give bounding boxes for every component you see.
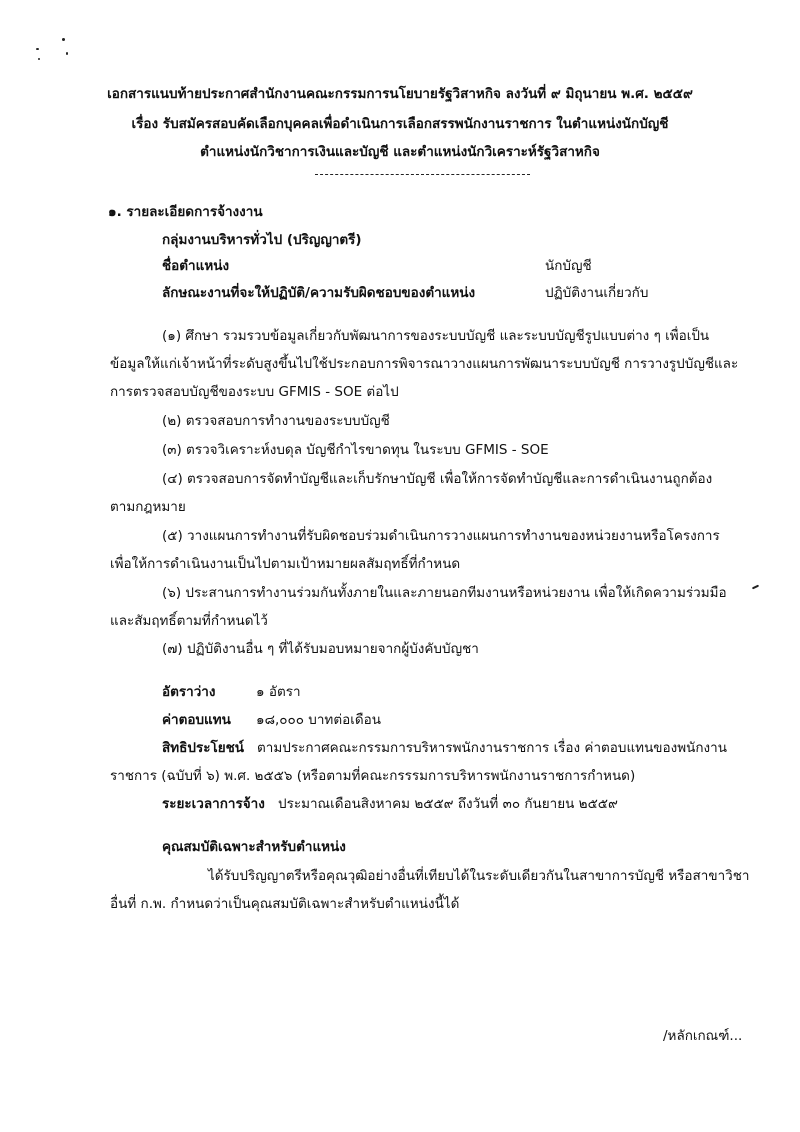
duty-item-1-cont: ข้อมูลให้แก่เจ้าหน้าที่ระดับสูงขึ้นไปใช้ประกอบการพิจารณาวางแผนการพัฒนาระบบบัญชี การวางรูปบัญชีและ <box>110 356 739 372</box>
benefit-value-cont: ราชการ (ฉบับที่ ๖) พ.ศ. ๒๕๕๖ (หรือตามที่คณะกรรรมการบริหารพนักงานราชการกำหนด) <box>110 768 636 784</box>
duty-item-3: (๓) ตรวจวิเคราะห์งบดุล บัญชีกำไรขาดทุน ในระบบ GFMIS - SOE <box>162 442 549 458</box>
scan-speck <box>38 58 40 60</box>
duty-item-6-cont: และสัมฤทธิ์ตามที่กำหนดไว้ <box>110 613 268 629</box>
benefit-label: สิทธิประโยชน์ <box>162 740 245 756</box>
header-line-3: ตำแหน่งนักวิชาการเงินและบัญชี และตำแหน่งนักวิเคราะห์รัฐวิสาหกิจ <box>200 144 600 160</box>
header-line-2: เรื่อง รับสมัครสอบคัดเลือกบุคคลเพื่อดำเนินการเลือกสรรพนักงานราชการ ในตำแหน่งนักบัญชี <box>131 116 669 132</box>
qualification-heading: คุณสมบัติเฉพาะสำหรับตำแหน่ง <box>162 839 346 855</box>
pay-value: ๑๘,๐๐๐ บาทต่อเดือน <box>256 712 381 728</box>
duty-item-2: (๒) ตรวจสอบการทำงานของระบบบัญชี <box>162 413 390 429</box>
section-heading: ๑. รายละเอียดการจ้างงาน <box>108 204 263 220</box>
duty-item-6: (๖) ประสานการทำงานร่วมกันทั้งภายในและภายนอกทีมงานหรือหน่วยงาน เพื่อให้เกิดความร่วมมือ <box>162 585 727 601</box>
header-divider <box>315 174 530 175</box>
position-value: นักบัญชี <box>545 258 592 274</box>
duty-item-1-cont: การตรวจสอบบัญชีของระบบ GFMIS - SOE ต่อไป <box>110 384 399 400</box>
scan-speck <box>752 585 759 590</box>
scan-speck <box>36 48 39 50</box>
vacancy-label: อัตราว่าง <box>162 684 216 700</box>
duty-item-4: (๔) ตรวจสอบการจัดทำบัญชีและเก็บรักษาบัญชี เพื่อให้การจัดทำบัญชีและการดำเนินงานถูกต้อง <box>162 471 713 487</box>
period-label: ระยะเวลาการจ้าง <box>162 796 265 812</box>
position-label: ชื่อตำแหน่ง <box>162 258 230 274</box>
qualification-text: ได้รับปริญญาตรีหรือคุณวุฒิอย่างอื่นที่เทียบได้ในระดับเดียวกันในสาขาการบัญชี หรือสาขาวิชา <box>208 868 750 884</box>
duty-item-5: (๕) วางแผนการทำงานที่รับผิดชอบร่วมดำเนินการวางแผนการทำงานของหน่วยงานหรือโครงการ <box>162 528 720 544</box>
pay-label: ค่าตอบแทน <box>162 712 231 728</box>
duty-item-4-cont: ตามกฎหมาย <box>110 499 186 515</box>
scan-speck <box>62 38 65 41</box>
duty-label: ลักษณะงานที่จะให้ปฏิบัติ/ความรับผิดชอบของตำแหน่ง <box>162 285 476 301</box>
period-value: ประมาณเดือนสิงหาคม ๒๕๕๙ ถึงวันที่ ๓๐ กันยายน ๒๕๕๙ <box>278 796 618 812</box>
duty-item-1: (๑) ศึกษา รวมรวบข้อมูลเกี่ยวกับพัฒนาการของระบบบัญชี และระบบบัญชีรูปแบบต่าง ๆ เพื่อเป็น <box>162 328 710 344</box>
header-line-1: เอกสารแนบท้ายประกาศสำนักงานคณะกรรมการนโยบายรัฐวิสาหกิจ ลงวันที่ ๙ มิถุนายน พ.ศ. ๒๕๕๙ <box>107 86 693 102</box>
duty-item-7: (๗) ปฏิบัติงานอื่น ๆ ที่ได้รับมอบหมายจากผู้บังคับบัญชา <box>162 641 479 657</box>
continuation-marker: /หลักเกณฑ์... <box>663 1028 743 1044</box>
qualification-text-cont: อื่นที่ ก.พ. กำหนดว่าเป็นคุณสมบัติเฉพาะสำหรับตำแหน่งนี้ได้ <box>110 896 460 912</box>
vacancy-value: ๑ อัตรา <box>256 684 301 700</box>
scan-speck <box>66 52 68 55</box>
duty-item-5-cont: เพื่อให้การดำเนินงานเป็นไปตามเป้าหมายผลสัมฤทธิ์ที่กำหนด <box>110 556 461 572</box>
benefit-value: ตามประกาศคณะกรรมการบริหารพนักงานราชการ เรื่อง ค่าตอบแทนของพนักงาน <box>257 740 727 756</box>
duty-value: ปฏิบัติงานเกี่ยวกับ <box>545 285 649 301</box>
job-group: กลุ่มงานบริหารทั่วไป (ปริญญาตรี) <box>162 232 362 248</box>
